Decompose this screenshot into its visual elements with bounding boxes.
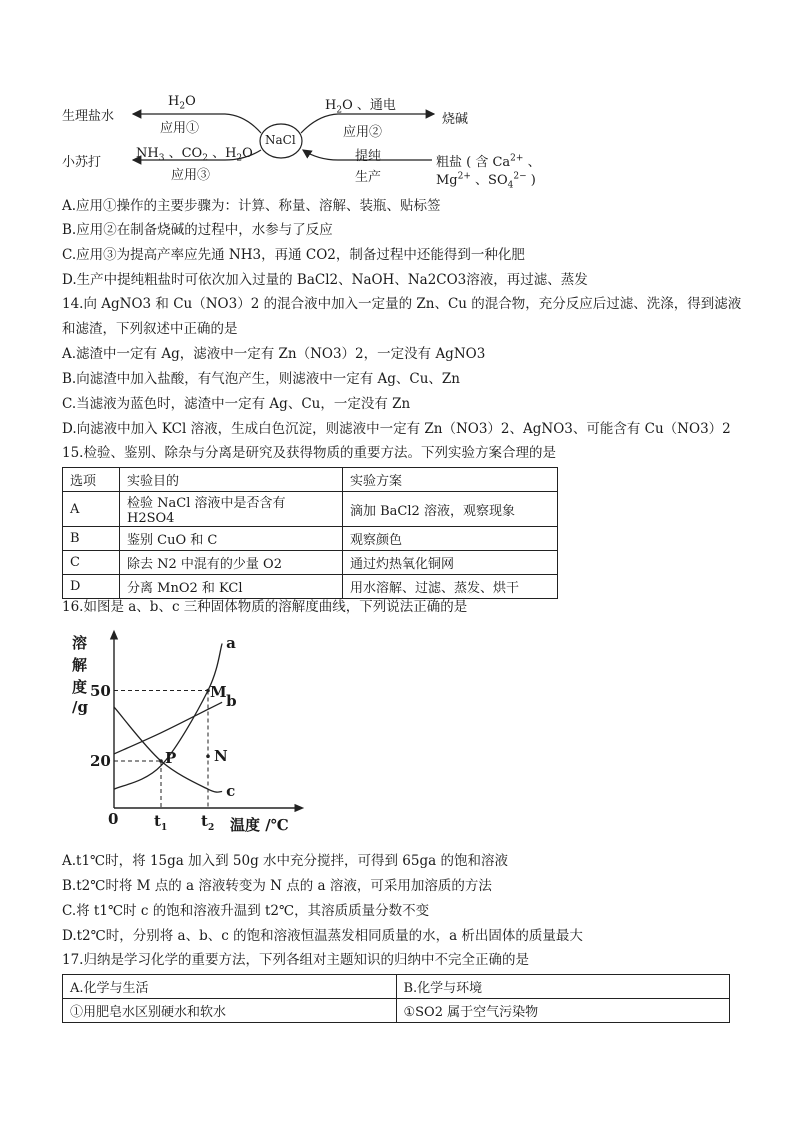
nacl-label: NaCl bbox=[265, 133, 296, 147]
cell-option: A bbox=[63, 492, 120, 527]
diagram-arrows bbox=[0, 0, 794, 190]
point-label-P: P bbox=[165, 749, 177, 767]
app2-label: 应用② bbox=[343, 125, 383, 140]
curve-label-c: c bbox=[226, 781, 236, 800]
q13-option-a: A.应用①操作的主要步骤为：计算、称量、溶解、装瓶、贴标签 bbox=[62, 198, 441, 214]
q13-option-b: B.应用②在制备烧碱的过程中，水参与了反应 bbox=[62, 222, 333, 238]
q14-option-b: B.向滤渣中加入盐酸，有气泡产生，则滤液中一定有 Ag、Cu、Zn bbox=[62, 371, 460, 387]
q16-option-c: C.将 t1℃时 c 的饱和溶液升温到 t2℃，其溶质质量分数不变 bbox=[62, 903, 430, 919]
cell-plan: 观察颜色 bbox=[343, 527, 558, 551]
origin-label: 0 bbox=[108, 810, 119, 828]
q15-stem: 15.检验、鉴别、除杂与分离是研究及获得物质的重要方法。下列实验方案合理的是 bbox=[62, 445, 556, 461]
y-axis-label-char: /g bbox=[72, 698, 88, 716]
curve-b bbox=[114, 702, 222, 754]
baking-soda-label: 小苏打 bbox=[62, 155, 102, 170]
q14-option-c: C.当滤液为蓝色时，滤渣中一定有 Ag、Cu，一定没有 Zn bbox=[62, 396, 411, 412]
table-row bbox=[63, 492, 558, 527]
q14-stem-line2: 和滤渣，下列叙述中正确的是 bbox=[62, 321, 238, 337]
cell-purpose: 鉴别 CuO 和 C bbox=[120, 527, 343, 551]
nacl-diagram bbox=[0, 0, 794, 190]
q14-option-a: A.滤渣中一定有 Ag，滤液中一定有 Zn（NO3）2，一定没有 AgNO3 bbox=[62, 346, 486, 362]
app3-label: 应用③ bbox=[171, 168, 211, 183]
cell-purpose: 检验 NaCl 溶液中是否含有 H2SO4 bbox=[120, 492, 343, 527]
curve-label-b: b bbox=[226, 692, 237, 711]
y-tick-20: 20 bbox=[90, 752, 111, 770]
col-life: A.化学与生活 bbox=[63, 975, 397, 999]
q16-option-a: A.t1℃时，将 15ga 加入到 50g 水中充分搅拌，可得到 65ga 的饱和溶液 bbox=[62, 853, 508, 869]
q15-table bbox=[62, 467, 558, 599]
q16-option-d: D.t2℃时，分别将 a、b、c 的饱和溶液恒温蒸发相同质量的水，a 析出固体的质量最大 bbox=[62, 928, 583, 944]
table-row bbox=[63, 999, 730, 1023]
point-label-N: N bbox=[214, 747, 228, 766]
cell-plan: 通过灼热氧化铜网 bbox=[343, 551, 558, 575]
y-axis-label-char: 解 bbox=[72, 656, 88, 674]
crude-salt-label-1: 粗盐 ( 含 $Ca^{2+}$ 、 bbox=[436, 153, 541, 170]
solubility-chart bbox=[62, 628, 312, 840]
cell-plan: 滴加 BaCl2 溶液，观察现象 bbox=[343, 492, 558, 527]
table-header-row bbox=[63, 468, 558, 492]
cell-option: D bbox=[63, 575, 120, 599]
col-purpose: 实验目的 bbox=[120, 468, 343, 492]
y-tick-50: 50 bbox=[90, 681, 111, 700]
cell-environment: ①SO2 属于空气污染物 bbox=[396, 999, 730, 1023]
col-option: 选项 bbox=[63, 468, 120, 492]
point-N bbox=[206, 755, 210, 759]
point-label-M: M bbox=[210, 682, 227, 701]
table-row bbox=[63, 551, 558, 575]
x-axis-label: 温度 /℃ bbox=[230, 816, 289, 834]
cell-purpose: 除去 N2 中混有的少量 O2 bbox=[120, 551, 343, 575]
col-plan: 实验方案 bbox=[343, 468, 558, 492]
x-tick-t1: $t_1$ bbox=[154, 812, 168, 833]
purify-label: 提纯 bbox=[355, 149, 382, 164]
table-row bbox=[63, 527, 558, 551]
table-row bbox=[63, 575, 558, 599]
col-environment: B.化学与环境 bbox=[396, 975, 730, 999]
q13-option-d: D.生产中提纯粗盐时可依次加入过量的 BaCl2、NaOH、Na2CO3溶液，再过滤、蒸发 bbox=[62, 272, 588, 288]
x-tick-t2: $t_2$ bbox=[201, 812, 215, 833]
q17-stem: 17.归纳是学习化学的重要方法，下列各组对主题知识的归纳中不完全正确的是 bbox=[62, 952, 529, 968]
y-axis-label-char: 溶 bbox=[72, 634, 88, 652]
point-P bbox=[159, 759, 163, 763]
table-header-row bbox=[63, 975, 730, 999]
h2o-label: $H_2O$ bbox=[168, 94, 196, 112]
curve-label-a: a bbox=[226, 633, 236, 652]
cell-life: ①用肥皂水区别硬水和软水 bbox=[63, 999, 397, 1023]
h2o-electrolysis-label: $H_2O$ 、通电 bbox=[325, 98, 396, 116]
solubility-chart-svg bbox=[62, 628, 312, 840]
nh3-label: $NH_3$ 、$CO_2$ 、$H_2O$ bbox=[136, 146, 253, 164]
q13-option-c: C.应用③为提高产率应先通 NH3，再通 CO2，制备过程中还能得到一种化肥 bbox=[62, 247, 525, 263]
q16-stem: 16.如图是 a、b、c 三种固体物质的溶解度曲线，下列说法正确的是 bbox=[62, 599, 468, 615]
app1-label: 应用① bbox=[160, 121, 200, 136]
caustic-label: 烧碱 bbox=[442, 112, 469, 127]
cell-option: B bbox=[63, 527, 120, 551]
cell-option: C bbox=[63, 551, 120, 575]
q16-option-b: B.t2℃时将 M 点的 a 溶液转变为 N 点的 a 溶液，可采用加溶质的方法 bbox=[62, 878, 492, 894]
y-axis-label-char: 度 bbox=[72, 678, 88, 696]
crude-salt-label-2: $Mg^{2+}$ 、$SO_4^{2-}$ ) bbox=[436, 171, 536, 191]
saline-label: 生理盐水 bbox=[62, 109, 115, 124]
cell-plan: 用水溶解、过滤、蒸发、烘干 bbox=[343, 575, 558, 599]
q17-table bbox=[62, 974, 730, 1023]
q14-option-d: D.向滤液中加入 KCl 溶液，生成白色沉淀，则滤液中一定有 Zn（NO3）2、AgNO3、可能含有 Cu（NO3）2 bbox=[62, 421, 731, 437]
produce-label: 生产 bbox=[355, 170, 382, 185]
q14-stem-line1: 14.向 AgNO3 和 Cu（NO3）2 的混合液中加入一定量的 Zn、Cu 的混合物，充分反应后过滤、洗涤，得到滤液 bbox=[62, 296, 742, 312]
cell-purpose: 分离 MnO2 和 KCl bbox=[120, 575, 343, 599]
